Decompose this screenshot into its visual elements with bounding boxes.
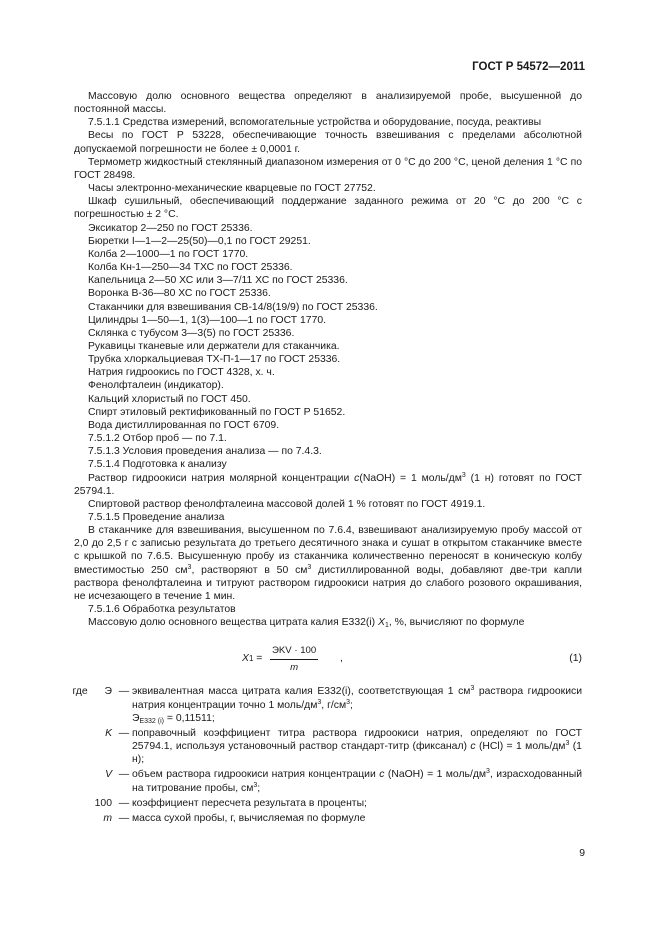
list-item: Кальций хлористый по ГОСТ 450. — [88, 393, 251, 405]
list-item: Склянка с тубусом 3—3(5) по ГОСТ 25336. — [88, 327, 295, 339]
formula-number: (1) — [569, 653, 582, 665]
list-item: Эксикатор 2—250 по ГОСТ 25336. — [88, 222, 253, 234]
paragraph: Спиртовой раствор фенолфталеина массовой долей 1 % готовят по ГОСТ 4919.1. — [88, 498, 486, 510]
document-body — [74, 90, 582, 825]
paragraph: Массовую долю основного вещества цитрата калия Е332(i) X1, %, вычисляют по формуле — [88, 617, 525, 630]
definition-row: K — поправочный коэффициент титра раствора гидроокиси натрия, определяют по ГОСТ 25794.1, используя установочный раствор стандарт-титр (фиксанал) c (HCl) = 1 моль/$дм^3$ (1 н); — [105, 727, 582, 766]
list-item: Рукавицы тканевые или держатели для стаканчика. — [88, 340, 340, 352]
list-item: Трубка хлоркальциевая ТХ-П-1—17 по ГОСТ 25336. — [88, 354, 341, 366]
formula-denominator: m — [290, 661, 299, 673]
section-heading: 7.5.1.4 Подготовка к анализу — [88, 459, 227, 471]
formula-numerator: ЭKV · 100 — [270, 644, 318, 659]
list-item: Цилиндры 1—50—1, 1(3)—100—1 по ГОСТ 1770. — [88, 314, 327, 326]
standard-number: ГОСТ Р 54572—2011 — [472, 61, 585, 73]
paragraph: Массовую долю основного вещества определяют в анализируемой пробе, высушенной до постоянной массы. — [74, 91, 582, 116]
definition-row: m — масса сухой пробы, г, вычисляемая по формуле — [103, 812, 366, 824]
section-heading: 7.5.1.2 Отбор проб — по 7.1. — [88, 433, 227, 445]
list-item: Часы электронно-механические кварцевые по ГОСТ 27752. — [88, 183, 376, 195]
definition-row: где Э — эквивалентная масса цитрата калия Е332(i), соответствующая 1 $см^3$ раствора гидроокиси натрия концентрации точно 1 моль/$дм^3$, $г/см^3$; ЭЕ332 (i) = 0,11511; — [72, 685, 582, 725]
paragraph: В стаканчике для взвешивания, высушенном по 7.6.4, взвешивают анализируемую пробу массой от 2,0 до 2,5 г с записью результата до третьего десятичного знака и сушат в открытом стаканчике вместе с крышкой по 7.6.5. Высушенную пробу из стаканчика количественно переносят в коническую колбу вместимостью 250 $см^3$, растворяют в 50 $см^3$ дистиллированной воды, добавляют две-три капли раствора фенолфталеина и титруют раствором гидроокиси натрия до слабого розового окрашивания, не исчезающего в течение 1 мин. — [74, 525, 582, 602]
paragraph: Раствор гидроокиси натрия молярной концентрации c(NaOH) = 1 моль/$дм^3$ (1 н) готовят по ГОСТ 25794.1. — [74, 471, 582, 497]
paragraph: Шкаф сушильный, обеспечивающий поддержание заданного режима от 20 °С до 200 °С с погрешностью ± 2 °С. — [74, 196, 582, 221]
paragraph: Весы по ГОСТ Р 53228, обеспечивающие точность взвешивания с пределами абсолютной допускаемой погрешности не более ± 0,0001 г. — [74, 130, 582, 155]
list-item: Капельница 2—50 ХС или 3—7/11 ХС по ГОСТ 25336. — [88, 275, 348, 287]
formula-1: X1 = ЭKV · 100 m , (1) — [242, 645, 582, 673]
formula-fraction — [270, 644, 318, 673]
section-heading: 7.5.1.6 Обработка результатов — [88, 604, 236, 616]
paragraph: Термометр жидкостный стеклянный диапазоном измерения от 0 °С до 200 °С, ценой деления 1 °С по ГОСТ 28498. — [74, 156, 582, 181]
list-item: Бюретки I—1—2—25(50)—0,1 по ГОСТ 29251. — [88, 235, 311, 247]
formula-lhs: X1 = — [242, 653, 263, 665]
list-item: Натрия гидроокись по ГОСТ 4328, х. ч. — [88, 367, 275, 379]
list-item: Колба Кн-1—250—34 ТХС по ГОСТ 25336. — [88, 262, 293, 274]
definition-row: 100 — коэффициент пересчета результата в проценты; — [94, 797, 367, 809]
list-item: Стаканчики для взвешивания СВ-14/8(19/9) по ГОСТ 25336. — [88, 301, 378, 313]
list-item: Спирт этиловый ректификованный по ГОСТ Р 51652. — [88, 406, 346, 418]
list-item: Воронка В-36—80 ХС по ГОСТ 25336. — [88, 288, 271, 300]
list-item: Фенолфталеин (индикатор). — [88, 380, 224, 392]
page-number: 9 — [579, 848, 585, 859]
section-heading: 7.5.1.5 Проведение анализа — [88, 512, 225, 523]
list-item: Вода дистиллированная по ГОСТ 6709. — [88, 419, 280, 431]
section-heading: 7.5.1.3 Условия проведения анализа — по 7.4.3. — [88, 446, 322, 458]
section-heading: 7.5.1.1 Средства измерений, вспомогательные устройства и оборудование, посуда, реактивы — [88, 117, 542, 129]
symbol-definitions — [74, 685, 582, 825]
list-item: Колба 2—1000—1 по ГОСТ 1770. — [88, 248, 249, 260]
definition-row: V — объем раствора гидроокиси натрия концентрации c (NaOH) = 1 моль/$дм^3$, израсходованный на титрование пробы, $см^3$; — [105, 768, 582, 794]
